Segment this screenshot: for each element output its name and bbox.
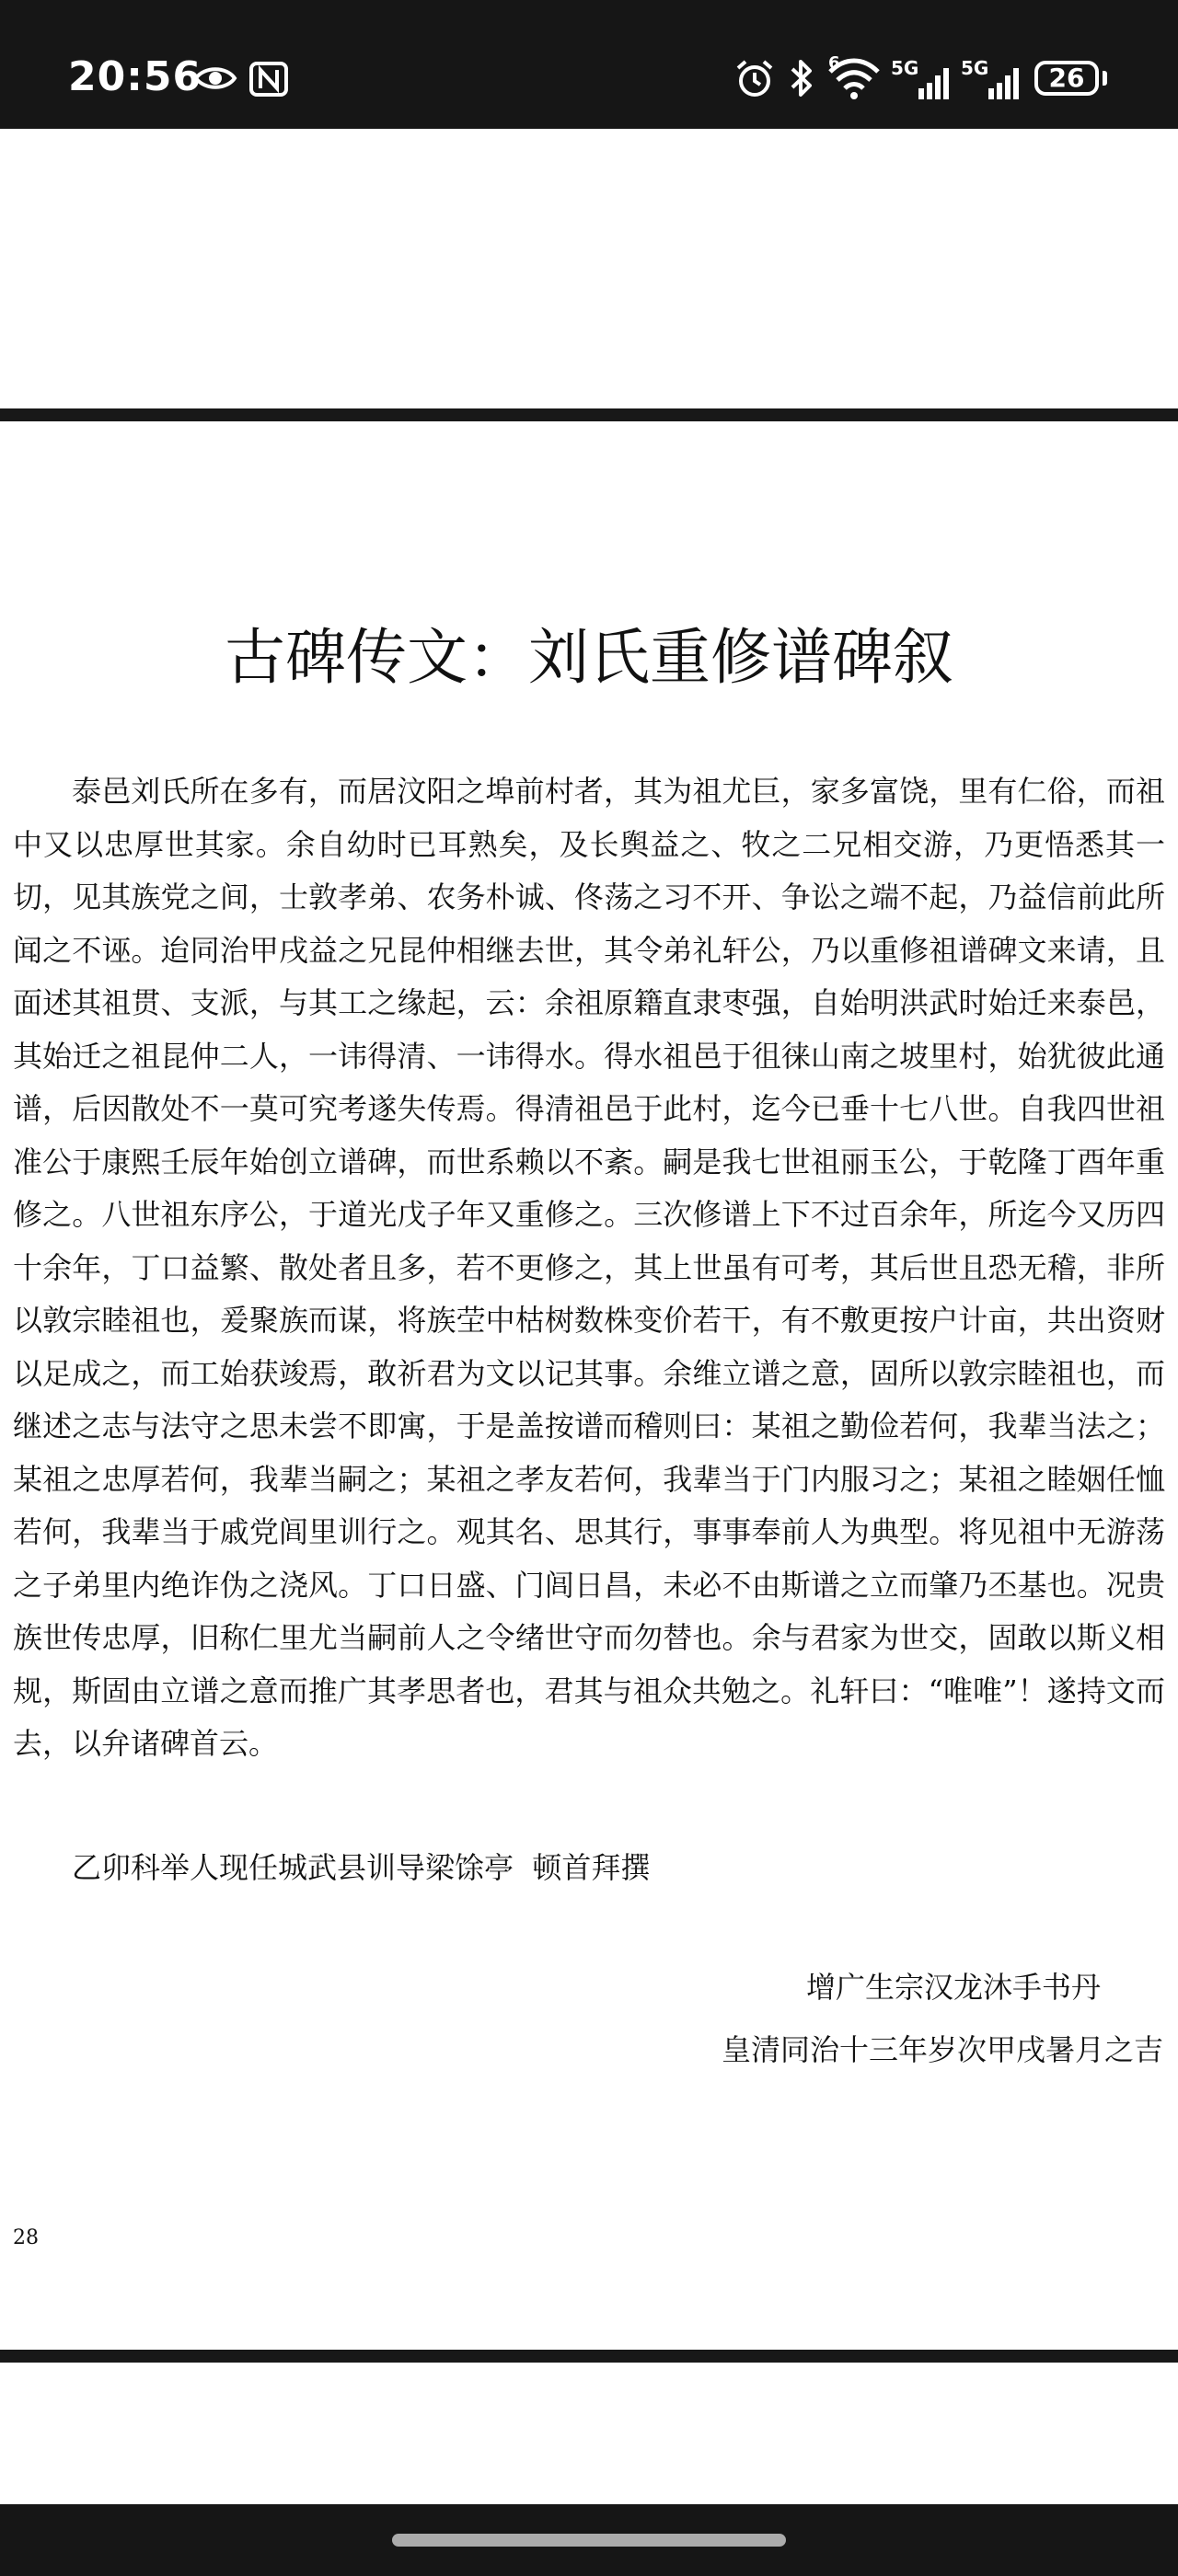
document-title: 古碑传文：刘氏重修谱碑叙 — [225, 622, 953, 693]
signal-icon — [891, 64, 955, 101]
eye-icon — [193, 63, 237, 94]
status-bar — [0, 0, 1178, 129]
date-line: 皇清同治十三年岁次甲戌暑月之吉 — [721, 2032, 1163, 2067]
page-divider-bottom — [0, 2350, 1178, 2363]
scribe-line: 增广生宗汉龙沐手书丹 — [805, 1970, 1101, 2005]
page-divider-top — [0, 408, 1178, 421]
author-byline: 乙卯科举人现任城武县训导梁馀亭 顿首拜撰 — [72, 1850, 651, 1885]
bluetooth-icon — [788, 57, 815, 99]
network-type-2: 5G — [961, 57, 989, 79]
document-body: 泰邑刘氏所在多有，而居汶阳之埠前村者，其为祖尤巨，家多富饶，里有仁俗，而祖中又以忠厚世其家。余自幼时已耳熟矣，及长舆益之、牧之二兄相交游，乃更悟悉其一切，见其族党之间，士敦孝弟、农务朴诚、佟荡之习不开、争讼之端不起，乃益信前此所闻之不诬。迨同治甲戌益之兄昆仲相继去世，其令弟礼轩公，乃以重修祖谱碑文来请，且面述其祖贯、支派，与其工之缘起，云：余祖原籍直隶枣强，自始明洪武时始迁来泰邑，其始迁之祖昆仲二人，一讳得清、一讳得水。得水祖邑于徂徕山南之坡里村，始犹彼此通谱，后因散处不一莫可究考遂失传焉。得清祖邑于此村，迄今已垂十七八世。自我四世祖准公于康熙壬辰年始创立谱碑，而世系赖以不紊。嗣是我七世祖丽玉公，于乾隆丁酉年重修之。八世祖东序公，于道光戊子年又重修之。三次修谱上下不过百余年，所迄今又历四十余年，丁口益繁、散处者且多，若不更修之，其上世虽有可考，其后世且恐无稽，非所以敦宗睦祖也，爰聚族而谋，将族茔中枯树数株变价若干，有不敷更按户计亩，共出资财以足成之，而工始获竣焉，敢祈君为文以记其事。余维立谱之意，固所以敦宗睦祖也，而继述之志与法守之思未尝不即寓，于是盖按谱而稽则曰：某祖之勤俭若何，我辈当法之；某祖之忠厚若何，我辈当嗣之；某祖之孝友若何，我辈当于门内服习之；某祖之睦姻任恤若何，我辈当于戚党闾里训行之。观其名、思其行，事事奉前人为典型。将见祖中无游荡之子弟里内绝诈伪之浇风。丁口日盛、门闾日昌，未必不由斯谱之立而肇乃丕基也。况贵族世传忠厚，旧称仁里尤当嗣前人之令绪世守而勿替也。余与君家为世交，固敢以斯义相规，斯固由立谱之意而推广其孝思者也，君其与祖众共勉之。礼轩曰：“唯唯”！遂持文而去，以弁诸碑首云。 — [13, 774, 1165, 1761]
battery-tip — [1103, 71, 1107, 86]
home-indicator[interactable] — [392, 2534, 786, 2547]
network-type-1: 5G — [891, 57, 919, 79]
battery-icon: 26 — [1034, 61, 1099, 96]
nfc-icon — [248, 61, 289, 98]
wifi-label: 6 — [828, 53, 840, 73]
status-time: 20:56 — [68, 53, 202, 100]
page-number: 28 — [13, 2226, 39, 2249]
signal-icon — [961, 64, 1025, 101]
alarm-icon — [734, 59, 775, 99]
